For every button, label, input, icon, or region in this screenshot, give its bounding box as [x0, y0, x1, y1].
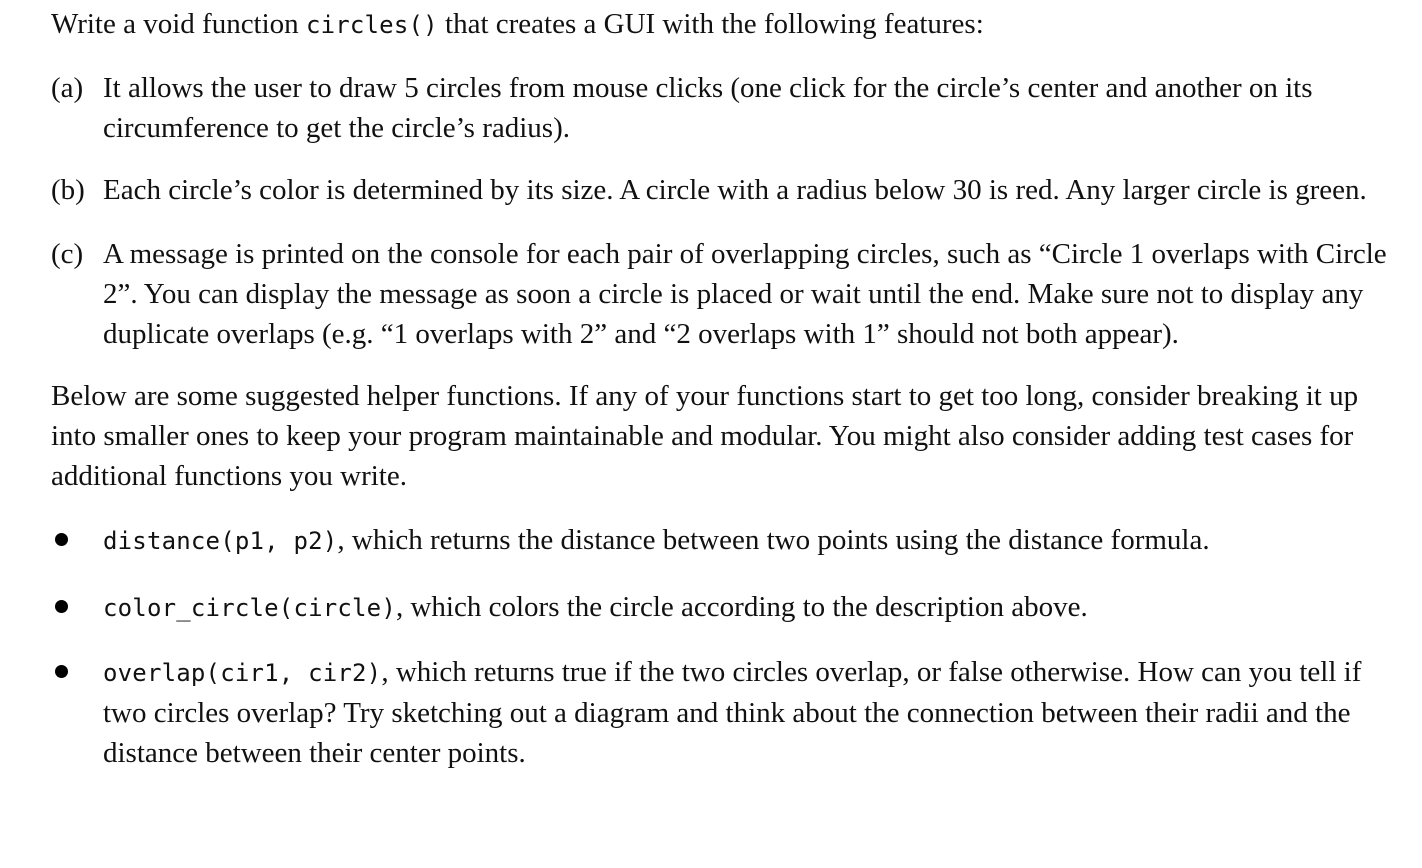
assignment-document: [51, 4, 1391, 773]
requirement-text: It allows the user to draw 5 circles from mouse clicks (one click for the circle’s center and another on its circumference to get the circle’s radius).: [103, 72, 1313, 144]
intro-prefix: Write a void function: [51, 8, 306, 40]
helper-item-distance: [51, 520, 1391, 561]
helper-signature: overlap(cir1, cir2): [103, 659, 382, 687]
requirement-text: A message is printed on the console for each pair of overlapping circles, such as “Circle 1 overlaps with Circle 2”. You can display the message as soon a circle is placed or wait until the end. Make sure not to display any duplicate overlaps (e.g. “1 overlaps with 2” and “2 overlaps with 1” should not both appear).: [103, 238, 1387, 350]
bullet-icon: [55, 600, 68, 613]
requirement-label: (a): [51, 72, 84, 104]
helper-item-overlap: [51, 652, 1391, 773]
helper-signature: color_circle(circle): [103, 594, 396, 622]
helper-description: , which returns true if the two circles overlap, or false otherwise. How can you tell if two circles overlap? Try sketching out a diagram and think about the connection between their radii and the distance between their center points.: [103, 656, 1362, 769]
helper-description: , which colors the circle according to the description above.: [395, 591, 1088, 623]
helper-item-color-circle: [51, 587, 1391, 628]
requirement-label: (c): [51, 238, 84, 270]
helper-function-list: [51, 520, 1391, 773]
helper-signature: distance(p1, p2): [103, 527, 338, 555]
requirement-item-a: [51, 68, 1391, 148]
intro-function-name: circles(): [305, 11, 438, 39]
requirement-item-b: [51, 170, 1391, 210]
intro-suffix: that creates a GUI with the following features:: [437, 8, 984, 40]
bullet-icon: [55, 665, 68, 678]
requirement-item-c: [51, 234, 1391, 354]
requirement-text: Each circle’s color is determined by its size. A circle with a radius below 30 is red. Any larger circle is green.: [103, 174, 1367, 206]
helper-description: , which returns the distance between two points using the distance formula.: [337, 524, 1210, 556]
bullet-icon: [55, 533, 68, 546]
helpers-intro-paragraph: Below are some suggested helper functions. If any of your functions start to get too long, consider breaking it up into smaller ones to keep your program maintainable and modular. You might also consider adding test cases for additional functions you write.: [51, 380, 1359, 492]
intro-paragraph: [51, 4, 1391, 45]
requirement-label: (b): [51, 174, 85, 206]
